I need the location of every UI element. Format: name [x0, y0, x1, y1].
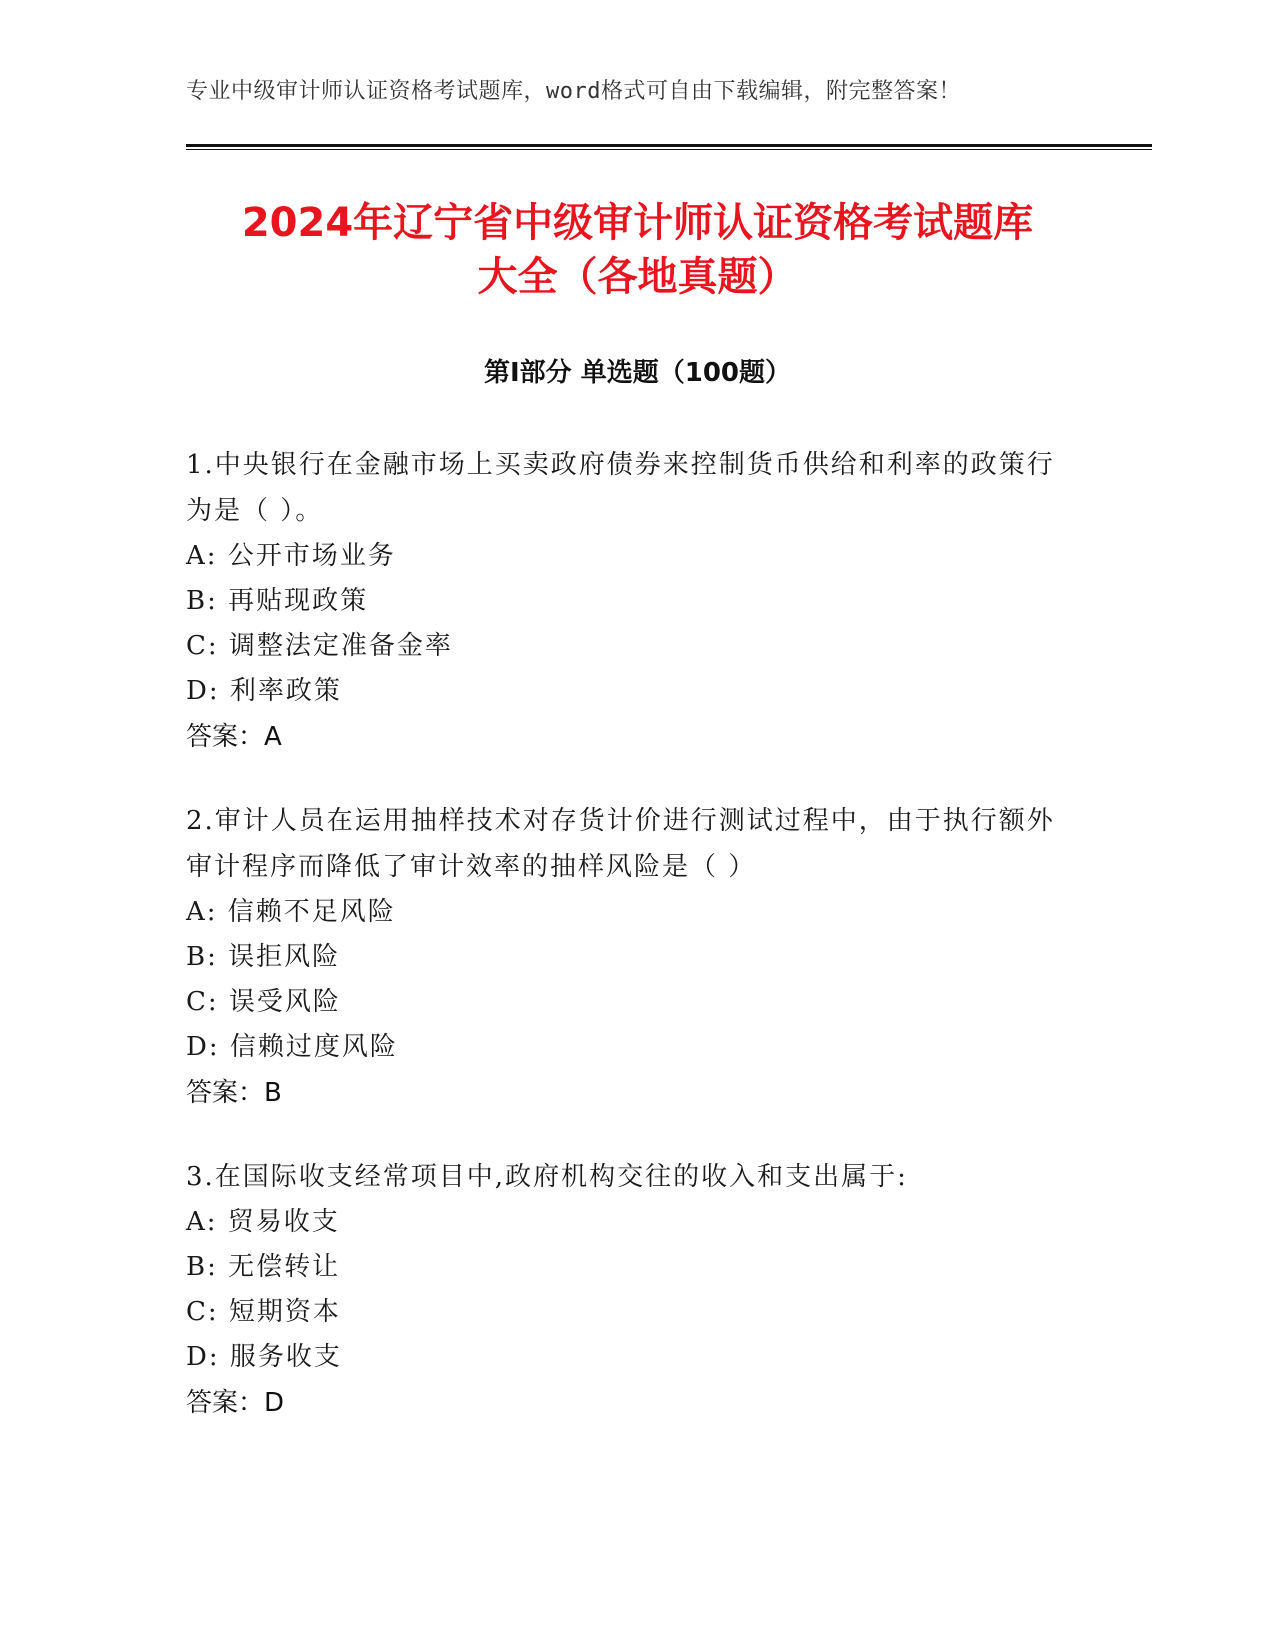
document-title-line-1: 2024年辽宁省中级审计师认证资格考试题库: [241, 200, 1034, 246]
header-divider: [186, 144, 1152, 147]
question-item: [186, 442, 1066, 760]
question-item: [186, 798, 1066, 1116]
question-stem: 3.在国际收支经常项目中,政府机构交往的收入和支出属于:: [186, 1162, 908, 1192]
question-stem: 1.中央银行在金融市场上买卖政府债券来控制货币供给和利率的政策行为是（ ）。: [186, 450, 1055, 526]
question-option: D: 信赖过度风险: [186, 1032, 398, 1062]
question-answer: 答案：B: [186, 1078, 282, 1108]
header-divider-thin: [186, 149, 1152, 150]
question-option: B: 再贴现政策: [186, 586, 369, 616]
page-header: 专业中级审计师认证资格考试题库，word格式可自由下载编辑，附完整答案！: [186, 79, 961, 104]
question-option: B: 误拒风险: [186, 942, 341, 972]
question-option: A: 信赖不足风险: [186, 897, 396, 927]
question-option: D: 服务收支: [186, 1342, 342, 1372]
question-answer: 答案：D: [186, 1388, 285, 1418]
question-list: [186, 442, 1066, 1464]
section-heading: 第Ⅰ部分 单选题（100题）: [484, 358, 791, 388]
question-option: A: 贸易收支: [186, 1207, 340, 1237]
document-title: [100, 196, 1175, 304]
question-item: [186, 1154, 1066, 1426]
question-option: C: 短期资本: [186, 1297, 341, 1327]
question-stem: 2.审计人员在运用抽样技术对存货计价进行测试过程中，由于执行额外审计程序而降低了审计效率的抽样风险是（ ）: [186, 806, 1055, 882]
question-option: C: 调整法定准备金率: [186, 631, 453, 661]
question-option: D: 利率政策: [186, 676, 342, 706]
document-title-line-2: 大全（各地真题）: [477, 254, 798, 300]
question-answer: 答案：A: [186, 722, 282, 752]
question-option: A: 公开市场业务: [186, 541, 396, 571]
question-option: B: 无偿转让: [186, 1252, 341, 1282]
question-option: C: 误受风险: [186, 987, 341, 1017]
